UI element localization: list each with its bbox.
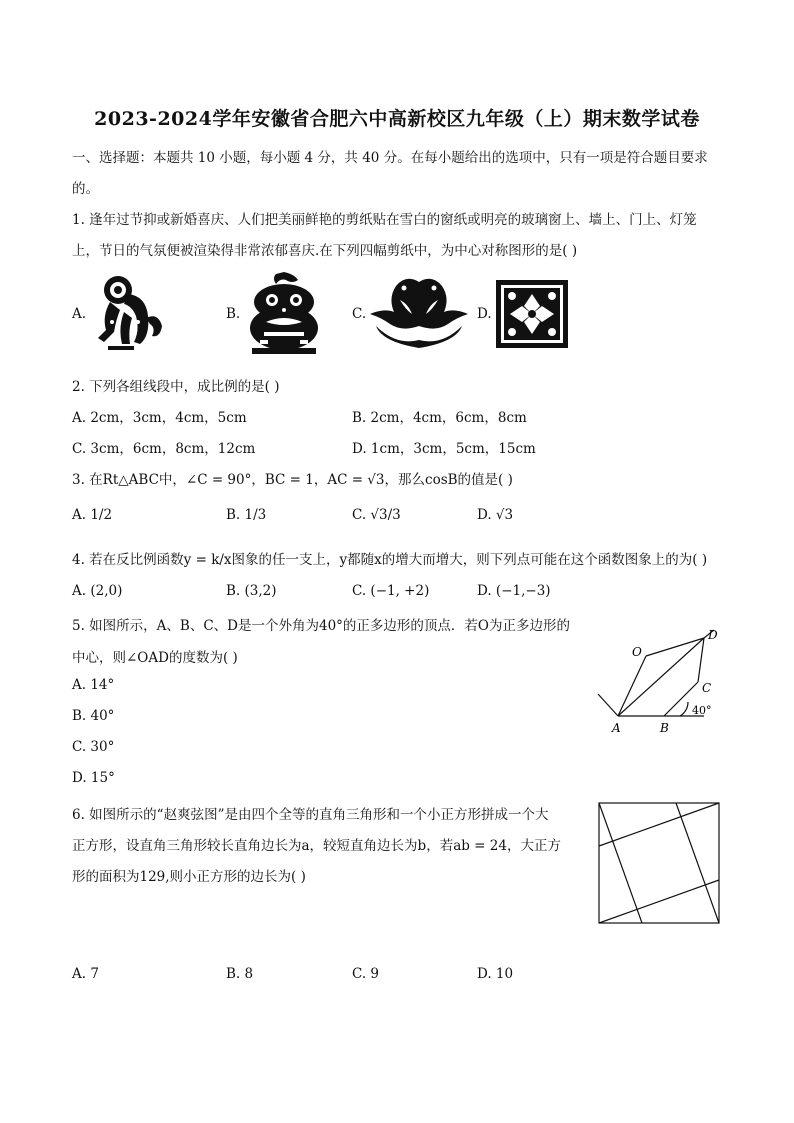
q6-stem-line-3: 形的面积为129,则小正方形的边长为( ) (72, 869, 306, 885)
q5-label-b: B (660, 721, 669, 735)
q1-stem-line-2: 上，节日的气氛便被渲染得非常浓郁喜庆.在下列四幅剪纸中，为中心对称图形的是( ) (72, 243, 578, 259)
q6-option-b: B. 8 (226, 966, 254, 982)
q5-label-c: C (702, 681, 712, 695)
q5-label-o: O (632, 645, 642, 659)
q4-option-a: A. (2,0) (72, 583, 123, 599)
q2-option-b: B. 2cm，4cm，6cm，8cm (352, 410, 527, 426)
q2-option-d: D. 1cm，3cm，5cm，15cm (352, 441, 536, 457)
q5-stem-line-1: 5. 如图所示，A、B、C、D是一个外角为40°的正多边形的顶点．若O为正多边形的 (72, 618, 570, 634)
q5-option-a: A. 14° (72, 677, 115, 693)
q1-option-c-label: C. (352, 306, 367, 322)
q1-option-d-square-papercut (496, 280, 568, 348)
q3-option-a: A. 1/2 (72, 507, 113, 523)
q4-option-c: C. (−1, +2) (352, 583, 430, 599)
section-instruction-line-2: 的。 (72, 181, 99, 197)
q1-option-a-label: A. (72, 306, 87, 322)
q6-zhao-shuang-figure (598, 802, 720, 924)
q5-polygon-figure (592, 624, 732, 738)
q3-option-d: D. √3 (477, 507, 514, 523)
q2-option-c: C. 3cm，6cm，8cm，12cm (72, 441, 256, 457)
q1-option-b-label: B. (226, 306, 241, 322)
q2-option-a: A. 2cm，3cm，4cm，5cm (72, 410, 247, 426)
q4-option-b: B. (3,2) (226, 583, 277, 599)
q1-option-a-monkey-papercut (88, 272, 168, 352)
q6-option-a: A. 7 (72, 966, 99, 982)
q3-option-b: B. 1/3 (226, 507, 267, 523)
q6-option-d: D. 10 (477, 966, 514, 982)
q5-stem-line-2: 中心，则∠OAD的度数为( ) (72, 650, 238, 666)
q5-angle-label: 40° (692, 704, 712, 717)
q4-stem: 4. 若在反比例函数y = k/x图象的任一支上，y都随x的增大而增大，则下列点可能在这个函数图象上的为( ) (72, 552, 708, 568)
q1-stem-line-1: 1. 逢年过节抑或新婚喜庆、人们把美丽鲜艳的剪纸贴在雪白的窗纸或明亮的玻璃窗上、墙上、门上、灯笼 (72, 212, 697, 228)
q4-option-d: D. (−1,−3) (477, 583, 551, 599)
q1-option-d-label: D. (477, 306, 492, 322)
q2-stem: 2. 下列各组线段中，成比例的是( ) (72, 379, 280, 395)
q5-option-c: C. 30° (72, 739, 115, 755)
q6-stem-line-2: 正方形，设直角三角形较长直角边长为a，较短直角边长为b，若ab = 24，大正方 (72, 838, 561, 854)
q5-option-d: D. 15° (72, 770, 115, 786)
q1-option-b-tiger-papercut (246, 270, 322, 356)
section-instruction-line-1: 一、选择题：本题共 10 小题，每小题 4 分，共 40 分。在每小题给出的选项中，只有一项是符合题目要求 (72, 150, 708, 166)
q5-label-d: D (708, 628, 718, 642)
q1-option-c-fish-papercut (366, 274, 472, 350)
q6-option-c: C. 9 (352, 966, 380, 982)
q3-stem: 3. 在Rt△ABC中，∠C = 90°，BC = 1，AC = √3，那么cosB的值是( ) (72, 472, 513, 488)
q6-stem-line-1: 6. 如图所示的“赵爽弦图”是由四个全等的直角三角形和一个小正方形拼成一个大 (72, 807, 549, 823)
q5-label-a: A (612, 721, 621, 735)
exam-title: 2023-2024学年安徽省合肥六中高新校区九年级（上）期末数学试卷 (94, 108, 700, 130)
q5-option-b: B. 40° (72, 708, 115, 724)
q3-option-c: C. √3/3 (352, 507, 401, 523)
